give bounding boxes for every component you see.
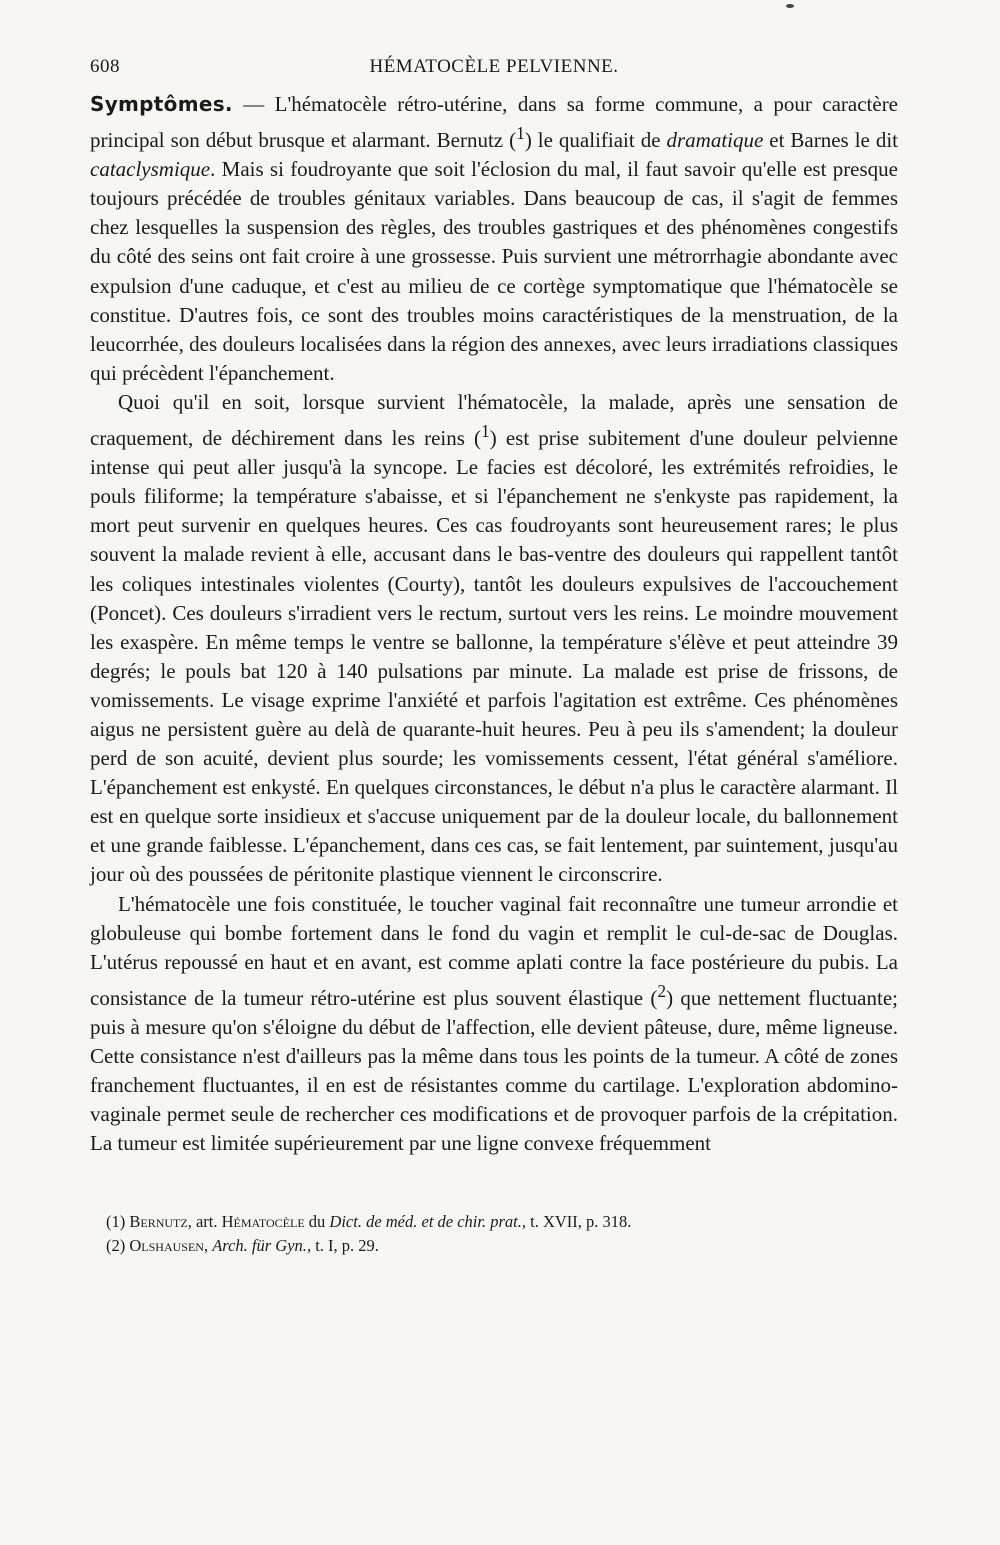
text-run: —	[232, 92, 275, 116]
text-run: L'hématocèle une fois constituée, le toucher vaginal fait reconnaître une tumeur arrondie et globuleuse qui bombe fortement dans le fond du vagin et remplit le cul-de-sac de Douglas. L'utérus repoussé en haut et en avant, est comme aplati contre la face postérieure du pubis. La consistance de la tumeur rétro-utérine est plus souvent élastique (	[90, 891, 898, 1010]
running-header	[90, 56, 898, 86]
text-run: , t. I, p. 29.	[306, 1236, 379, 1256]
text-run: ) le qualifiait de	[524, 128, 667, 153]
footnote-1	[106, 1210, 898, 1234]
emphasis: cataclysmique	[90, 157, 211, 182]
text-run: , t. XVII, p. 318.	[521, 1212, 632, 1232]
text-run: ,	[203, 1236, 213, 1256]
text-run: ) que nettement fluctuante; puis à mesure qu'on s'éloigne du début de l'affection, elle devient pâteuse, dure, même ligneuse. Cette consistance n'est d'ailleurs pas la même dans tous les points de la tumeur. A côté de zones franchement fluctuantes, il en est de résistantes comme du cartilage. L'exploration abdomino-vaginale permet seule de rechercher ces modifications et de provoquer parfois de la crépitation. La tumeur est limitée supérieurement par une ligne convexe fréquemment	[90, 985, 898, 1156]
text-run: , art.	[187, 1212, 222, 1232]
emphasis: dramatique	[666, 128, 764, 153]
paragraph-onset	[90, 388, 898, 890]
footnote-author: Bernutz	[129, 1212, 188, 1232]
footnote-2	[106, 1234, 898, 1258]
ink-speck	[786, 4, 794, 8]
text-run: du	[304, 1212, 330, 1232]
text-run: Quoi qu'il en soit, lorsque survient l'hématocèle, la malade, après une sensation de craquement, de déchirement dans les reins (	[90, 389, 898, 451]
footnote-source: Dict. de méd. et de chir. prat.	[329, 1212, 522, 1232]
text-run: . Mais si foudroyante que soit l'éclosion du mal, il faut savoir qu'elle est presque toujours précédée de troubles génitaux variables. Dans beaucoup de cas, il s'agit de femmes chez lesquelles la suspension des règles, des troubles gastriques et des phénomènes congestifs du côté des seins ont fait croire à une grossesse. Puis survient une métrorrhagie abondante avec expulsion d'une caduque, et c'est au milieu de ce cortège symptomatique que l'hématocèle se constitue. D'autres fois, ce sont des troubles moins caractéristiques de la menstruation, de la leucorrhée, des douleurs localisées dans la région des annexes, avec leurs irradiations classiques qui précèdent l'épanchement.	[90, 157, 898, 385]
body-text	[90, 90, 898, 1158]
paragraph-symptomes	[90, 90, 898, 388]
footnote-mark: (2)	[106, 1236, 126, 1256]
footnote-author: Olshausen	[129, 1236, 204, 1256]
paragraph-examination	[90, 890, 898, 1159]
footnote-ref: 1	[516, 123, 525, 144]
text-run: L'hématocèle rétro-utérine, dans sa forme commune, a pour caractère principal son début brusque et alarmant. Bernutz (	[90, 92, 899, 153]
text-run: ) est prise subitement d'une douleur pelvienne intense qui peut aller jusqu'à la syncope. Le facies est décoloré, les extrémités refroidies, le pouls filiforme; la température s'abaisse, et si l'épanchement ne s'enkyste pas rapidement, la mort peut survenir en quelques heures. Ces cas foudroyants sont heureusement rares; le plus souvent la malade revient à elle, accusant dans le bas-ventre des douleurs qui rappellent tantôt les coliques intestinales violentes (Courty), tantôt les douleurs expulsives de l'accouchement (Poncet). Ces douleurs s'irradient vers le rectum, surtout vers les reins. Le moindre mouvement les exaspère. En même temps le ventre se ballonne, la température s'élève et peut atteindre 39 degrés; le pouls bat 120 à 140 pulsations par minute. La malade est prise de frissons, de vomissements. Le visage exprime l'anxiété et parfois l'agitation est extrême. Ces phénomènes aigus ne persistent guère au delà de quarante-huit heures. Peu à peu ils s'amendent; la douleur perd de son acuité, devient plus sourde; les vomissements cessent, l'état général s'améliore. L'épanchement est enkysté. En quelques circonstances, le début n'a plus le caractère alarmant. Il est en quelque sorte insidieux et s'accuse uniquement par de la douleur locale, du ballonnement et une grande faiblesse. L'épanchement, dans ces cas, se fait lentement, par suintement, jusqu'au jour où des poussées de péritonite plastique viennent le circonscrire.	[90, 426, 898, 887]
footnote-source: Arch. für Gyn.	[212, 1236, 307, 1256]
section-heading: Symptômes.	[90, 92, 233, 116]
page-number: 608	[90, 56, 120, 77]
footnote-mark: (1)	[106, 1212, 126, 1232]
text-run: et Barnes le dit	[763, 128, 898, 153]
footnotes	[106, 1210, 898, 1258]
document-page	[90, 56, 898, 1258]
footnote-topic: Hématocèle	[221, 1212, 305, 1232]
running-title: HÉMATOCÈLE PELVIENNE.	[369, 56, 619, 77]
footnote-ref: 1	[481, 421, 490, 442]
footnote-ref: 2	[657, 980, 667, 1001]
